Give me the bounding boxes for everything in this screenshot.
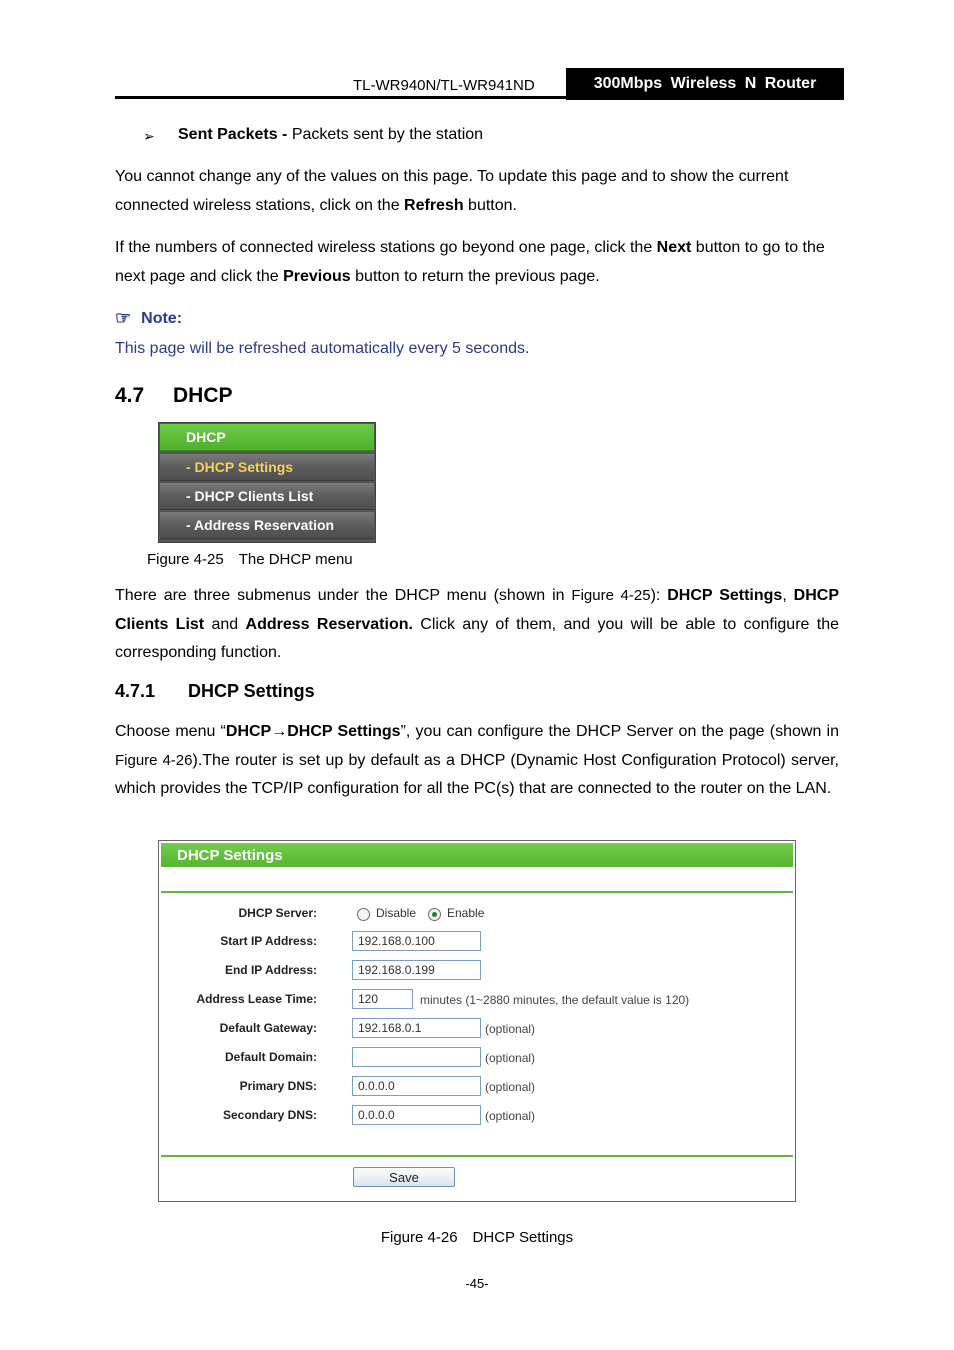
primary-dns-label: Primary DNS: [239, 1079, 317, 1093]
domain-optional: (optional) [485, 1051, 536, 1065]
lease-time-label: Address Lease Time: [196, 992, 317, 1006]
disable-radio[interactable] [357, 908, 370, 921]
paragraph-paging: If the numbers of connected wireless stations go beyond one page, click the Next button to go to the next page and click the Previous button to return the previous page. [115, 239, 825, 285]
panel-title: DHCP Settings [161, 843, 793, 867]
enable-radio[interactable] [428, 908, 441, 921]
subsection-heading: 4.7.1 DHCP Settings [115, 681, 315, 701]
start-ip-label: Start IP Address: [220, 934, 317, 948]
panel-divider-top [161, 891, 793, 893]
primary-dns-optional: (optional) [485, 1080, 536, 1094]
dhcp-menu [158, 422, 376, 543]
dhcp-server-label: DHCP Server: [238, 906, 317, 920]
figure-caption-4-26: Figure 4-26 DHCP Settings [380, 1229, 574, 1246]
primary-dns-input[interactable]: 0.0.0.0 [352, 1076, 481, 1096]
bullet-sent-packets: Sent Packets - Packets sent by the station [178, 126, 484, 143]
menu-item-dhcp-clients-list[interactable]: - DHCP Clients List [160, 483, 374, 510]
panel-divider-bottom [161, 1155, 793, 1157]
default-gateway-label: Default Gateway: [219, 1021, 317, 1035]
header-rule [115, 96, 844, 99]
default-gateway-input[interactable]: 192.168.0.1 [352, 1018, 481, 1038]
save-button[interactable]: Save [353, 1167, 455, 1187]
secondary-dns-input[interactable]: 0.0.0.0 [352, 1105, 481, 1125]
lease-time-input[interactable]: 120 [352, 989, 413, 1009]
disable-label: Disable [376, 906, 417, 920]
menu-item-dhcp-settings[interactable]: - DHCP Settings [160, 454, 374, 481]
end-ip-input[interactable]: 192.168.0.199 [352, 960, 481, 980]
default-domain-label: Default Domain: [224, 1050, 317, 1064]
end-ip-label: End IP Address: [224, 963, 317, 977]
paragraph-submenus: There are three submenus under the DHCP menu (shown in Figure 4-25): DHCP Settings, DHCP Clients List and Address Reservation. Click any of them, and you will be able to configure the corresponding function. [115, 587, 840, 661]
menu-item-address-reservation[interactable]: - Address Reservation [160, 512, 374, 539]
dhcp-settings-panel [158, 840, 796, 1202]
lease-time-note: minutes (1~2880 minutes, the default value is 120) [420, 993, 690, 1007]
section-heading: 4.7 DHCP [115, 384, 233, 407]
paragraph-dhcp-settings: Choose menu “DHCP→DHCP Settings”, you can configure the DHCP Server on the page (shown in Figure 4-26).The router is set up by default as a DHCP (Dynamic Host Configuration Protocol) server, which provides the TCP/IP configuration for all the PC(s) that are connected to the router on the LAN. [115, 723, 839, 797]
bullet-arrow-icon: ➢ [143, 128, 155, 144]
start-ip-input[interactable]: 192.168.0.100 [352, 931, 481, 951]
gateway-optional: (optional) [485, 1022, 536, 1036]
enable-label: Enable [447, 906, 485, 920]
header-product: 300Mbps Wireless N Router [566, 68, 844, 100]
figure-caption-4-25: Figure 4-25 The DHCP menu [147, 551, 353, 568]
secondary-dns-optional: (optional) [485, 1109, 536, 1123]
menu-dhcp-header[interactable]: DHCP [160, 424, 374, 451]
note-text: This page will be refreshed automatically every 5 seconds. [115, 340, 530, 357]
pointing-hand-icon: ☞ [115, 308, 132, 328]
default-domain-input[interactable] [352, 1047, 481, 1067]
note-heading: ☞ Note: [115, 308, 183, 328]
header-model: TL-WR940N/TL-WR941ND [353, 77, 535, 94]
paragraph-refresh: You cannot change any of the values on this page. To update this page and to show the current connected wireless stations, click on the Refresh button. [115, 168, 789, 214]
page-number: -45- [465, 1276, 489, 1291]
secondary-dns-label: Secondary DNS: [222, 1108, 317, 1122]
